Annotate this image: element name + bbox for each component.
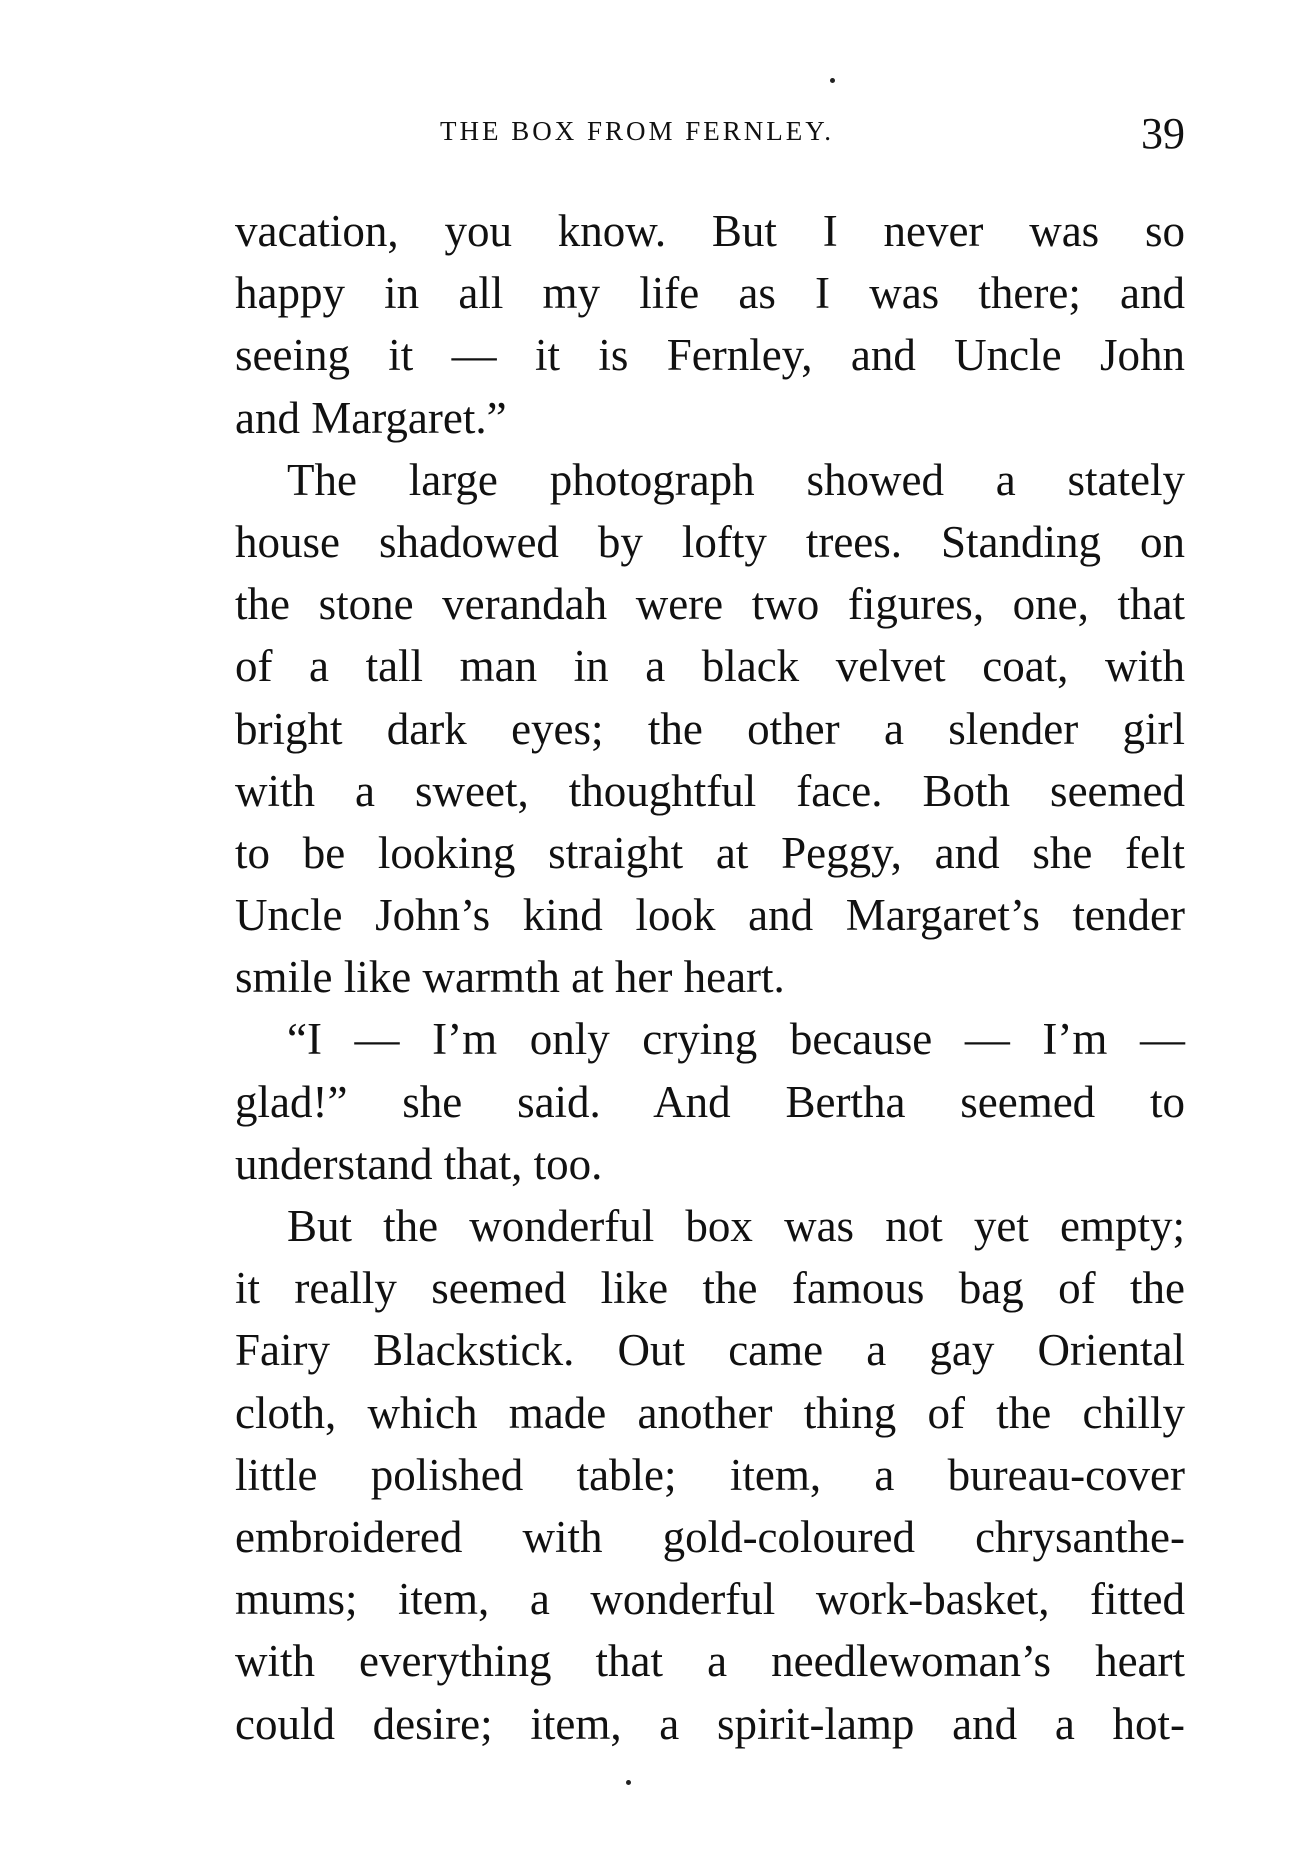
text-line: embroidered with gold-coloured chrysanthe-	[235, 1511, 1185, 1562]
text-line: seeing it — it is Fernley, and Uncle John	[235, 330, 1185, 381]
text-line: “I — I’m only crying because — I’m —	[287, 1014, 1185, 1065]
text-line: with a sweet, thoughtful face. Both seemed	[235, 765, 1185, 816]
text-line: cloth, which made another thing of the chilly	[235, 1387, 1185, 1438]
page-number: 39	[1141, 109, 1185, 158]
running-title: THE BOX FROM FERNLEY.	[440, 116, 835, 146]
text-line: with everything that a needlewoman’s heart	[235, 1636, 1185, 1687]
text-line: it really seemed like the famous bag of the	[235, 1263, 1185, 1314]
text-line: to be looking straight at Peggy, and she felt	[235, 827, 1185, 878]
text-line: house shadowed by lofty trees. Standing on	[235, 516, 1185, 567]
text-line: The large photograph showed a stately	[287, 454, 1185, 505]
text-line: understand that, too.	[235, 1138, 603, 1189]
scan-speck	[830, 78, 835, 83]
text-line: smile like warmth at her heart.	[235, 952, 785, 1003]
scan-speck	[626, 1780, 631, 1785]
text-line: the stone verandah were two figures, one, that	[235, 579, 1185, 630]
text-line: could desire; item, a spirit-lamp and a hot-	[235, 1698, 1185, 1749]
page-header	[440, 108, 1185, 158]
text-line: of a tall man in a black velvet coat, with	[235, 641, 1185, 692]
text-line: But the wonderful box was not yet empty;	[287, 1201, 1185, 1251]
text-line: mums; item, a wonderful work-basket, fitted	[235, 1574, 1185, 1625]
text-line: and Margaret.”	[235, 392, 507, 443]
text-line: Uncle John’s kind look and Margaret’s tender	[235, 890, 1185, 941]
text-line: vacation, you know. But I never was so	[235, 206, 1185, 256]
text-line: happy in all my life as I was there; and	[235, 268, 1185, 319]
text-line: little polished table; item, a bureau-cover	[235, 1449, 1185, 1500]
text-line: glad!” she said. And Bertha seemed to	[235, 1076, 1185, 1127]
body-text	[235, 200, 1185, 1755]
text-line: Fairy Blackstick. Out came a gay Oriental	[235, 1325, 1185, 1376]
text-line: bright dark eyes; the other a slender girl	[235, 703, 1185, 754]
